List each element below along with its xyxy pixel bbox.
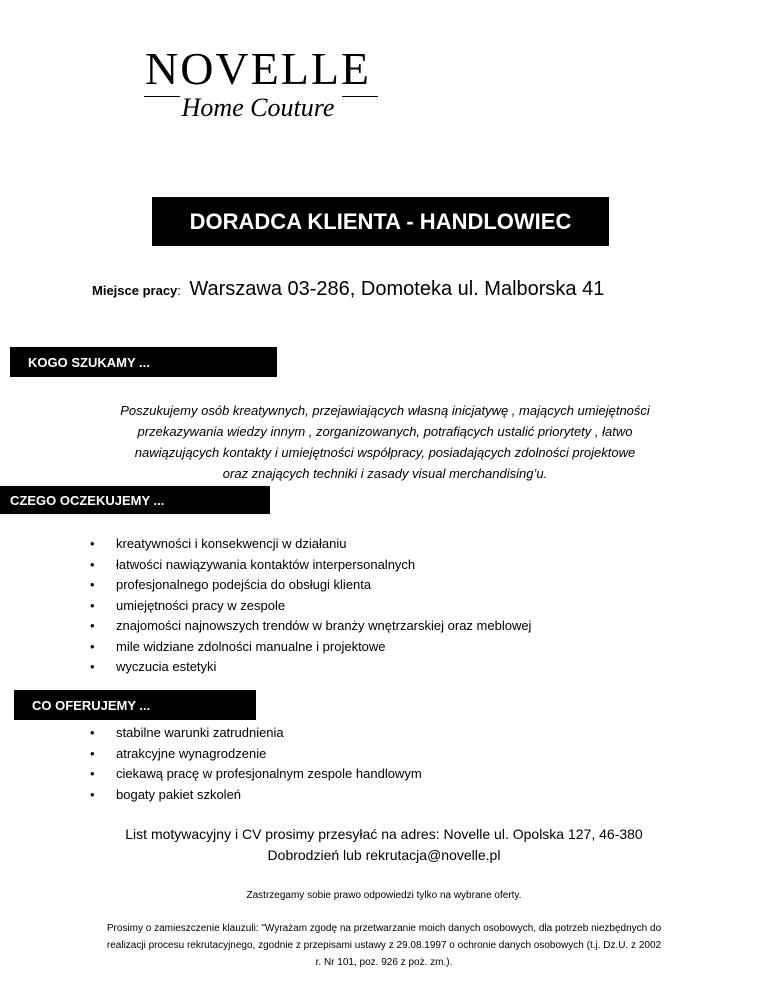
intro-line: Poszukujemy osób kreatywnych, przejawiających własną inicjatywę , mających umiejętności xyxy=(120,403,650,418)
intro-line: oraz znających techniki i zasady visual merchandising’u. xyxy=(222,466,548,481)
list-item: • atrakcyjne wynagrodzenie xyxy=(90,744,422,765)
bullet-icon: • xyxy=(90,556,95,572)
expectations-list xyxy=(90,534,531,678)
bullet-icon: • xyxy=(90,766,95,781)
list-item: • znajomości najnowszych trendów w branży wnętrzarskiej oraz meblowej xyxy=(90,616,531,637)
bullet-icon: • xyxy=(90,745,95,761)
bullet-icon: • xyxy=(90,638,95,654)
bullet-icon: • xyxy=(90,597,95,613)
list-item: • profesjonalnego podejścia do obsługi klienta xyxy=(90,575,531,596)
bullet-icon: • xyxy=(90,786,95,802)
bullet-icon: • xyxy=(90,618,95,633)
contact-info xyxy=(100,824,668,866)
clause-line: Prosimy o zamieszczenie klauzuli: "Wyrażam zgodę na przetwarzanie moich danych osobowych, dla potrzeb niezbędnych do xyxy=(106,923,662,934)
list-item: • łatwości nawiązywania kontaktów interpersonalnych xyxy=(90,555,531,576)
contact-line: List motywacyjny i CV prosimy przesyłać na adres: Novelle ul. Opolska 127, 46-380 xyxy=(125,826,643,842)
bullet-icon: • xyxy=(90,536,95,551)
intro-line: nawiązujących kontakty i umiejętności współpracy, posiadających zdolności projektowe xyxy=(134,445,636,460)
list-item: • mile widziane zdolności manualne i projektowe xyxy=(90,637,531,658)
logo-tagline: Home Couture xyxy=(181,93,335,122)
list-item: • wyczucia estetyki xyxy=(90,657,531,678)
list-item: • stabilne warunki zatrudnienia xyxy=(90,723,422,744)
intro-paragraph xyxy=(80,400,690,484)
list-item: • kreatywności i konsekwencji w działaniu xyxy=(90,534,531,555)
location-value: Warszawa 03-286, Domoteka ul. Malborska 41 xyxy=(189,278,605,300)
list-item: • bogaty pakiet szkoleń xyxy=(90,785,422,806)
intro-line: przekazywania wiedzy innym , zorganizowanych, potrafiących ustalić priorytety , łatwo xyxy=(137,424,633,439)
location-label: Miejsce pracy xyxy=(92,283,178,298)
job-title: DORADCA KLIENTA - HANDLOWIEC xyxy=(152,197,609,246)
section-who-header: KOGO SZUKAMY ... xyxy=(10,347,277,377)
bullet-icon: • xyxy=(90,725,95,740)
list-item: • umiejętności pracy w zespole xyxy=(90,596,531,617)
gdpr-clause xyxy=(84,920,684,971)
job-location: Miejsce pracy: Warszawa 03-286, Domoteka ul. Malborska 41 xyxy=(92,278,605,300)
clause-line: r. Nr 101, poz. 926 z poż. zm.). xyxy=(315,957,453,968)
clause-line: realizacji procesu rekrutacyjnego, zgodnie z przepisami ustawy z 29.08.1997 o ochronie danych osobowych (t.j. Dz.U. z 2002 xyxy=(106,940,662,951)
reservation-note: Zastrzegamy sobie prawo odpowiedzi tylko na wybrane oferty. xyxy=(246,890,522,901)
bullet-icon: • xyxy=(90,659,95,674)
company-logo xyxy=(128,43,388,124)
section-expect-header: CZEGO OCZEKUJEMY ... xyxy=(0,486,270,514)
bullet-icon: • xyxy=(90,577,95,592)
logo-wordmark: NOVELLE xyxy=(144,43,372,94)
contact-line: Dobrodzień lub rekrutacja@novelle.pl xyxy=(267,847,501,863)
list-item: • ciekawą pracę w profesjonalnym zespole handlowym xyxy=(90,764,422,785)
section-offer-header: CO OFERUJEMY ... xyxy=(14,690,256,720)
offers-list xyxy=(90,723,422,805)
